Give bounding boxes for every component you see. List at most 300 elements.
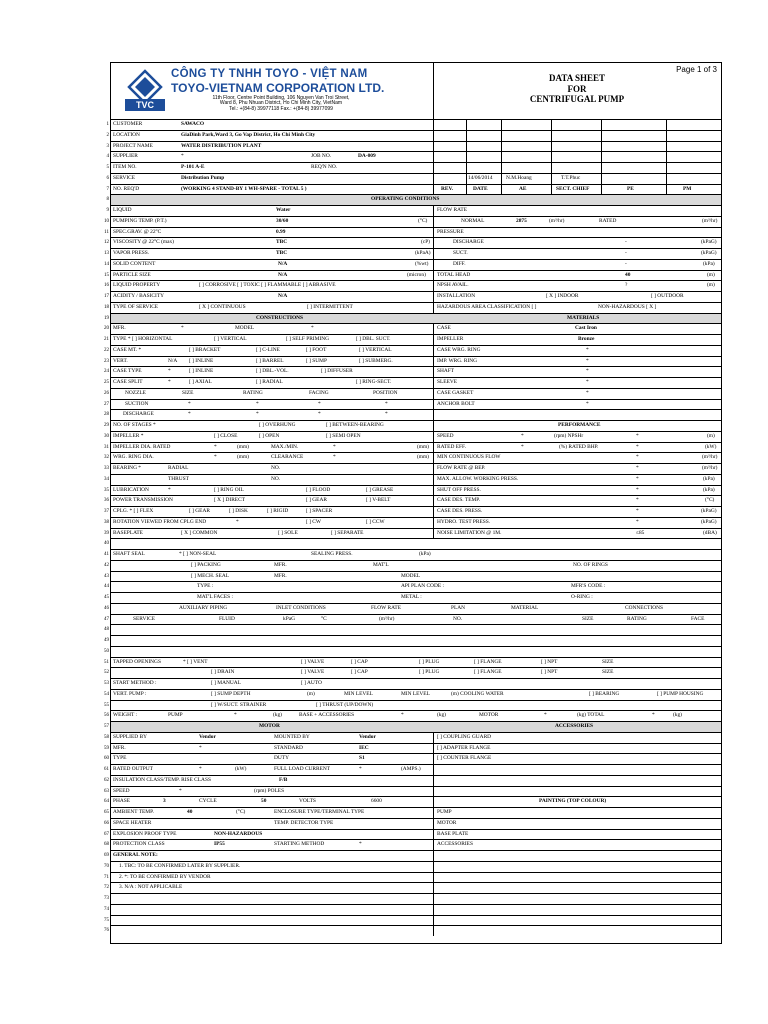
field-text: FLOW RATE [371, 604, 401, 611]
field-text: [ ] DBL.-VOL. [256, 368, 289, 375]
field-text: [ ] CORROSIVE [ ] TOXIC [ ] FLAMMABLE [ ] ABRASIVE [199, 282, 336, 289]
field-text: (AMPS.) [401, 766, 421, 772]
field-text: (m³/hr) [702, 465, 718, 471]
column-divider [433, 271, 434, 281]
field-text: [ ] V-BELT [366, 497, 391, 504]
field-text: * [521, 443, 524, 450]
field-text: BASEPLATE [113, 529, 143, 536]
field-text: RADIAL [168, 465, 189, 471]
field-text: CASE [437, 325, 451, 332]
field-text: [ ] GEAR [189, 508, 210, 514]
form-row [106, 141, 721, 152]
row-number: 33 [104, 466, 109, 471]
form-row [104, 786, 721, 797]
form-row [104, 753, 721, 764]
column-divider [433, 281, 434, 291]
row-number: 53 [104, 681, 109, 686]
field-text: (rpm) NPSHr [554, 432, 584, 439]
row-number: 59 [104, 745, 109, 751]
form-row [104, 291, 721, 302]
field-text: [ ] BETWEEN-BEARING [326, 422, 384, 428]
field-text: N/A [278, 271, 288, 278]
field-text: PROTECTION CLASS [113, 841, 165, 848]
field-text: TBC [276, 239, 288, 246]
column-divider [433, 324, 434, 334]
field-text: SPEED [437, 432, 454, 439]
field-text: [ ] VALVE [301, 669, 325, 676]
field-text: CASE GASKET [437, 389, 474, 396]
column-divider [433, 507, 434, 517]
form-row [104, 216, 721, 227]
field-text: * [168, 379, 171, 385]
field-text: [ ] COUNTER FLANGE [437, 755, 492, 762]
row-number: 27 [104, 401, 109, 407]
row-number: 18 [104, 304, 109, 310]
form-row [104, 431, 721, 442]
field-text: (mm) [237, 454, 249, 461]
field-text: * [586, 379, 589, 385]
field-text: VERT. [113, 357, 128, 364]
row-number: 69 [104, 853, 109, 858]
field-text: F/B [279, 776, 288, 783]
field-text: * [385, 411, 388, 418]
row-number: 15 [104, 272, 109, 278]
form-row [104, 904, 721, 915]
field-text: RATING [627, 615, 647, 622]
field-text: (kPa) [703, 260, 715, 267]
field-text: 40 [625, 271, 631, 278]
field-text: (m³/hr) [702, 454, 718, 461]
column-divider [433, 819, 434, 829]
field-text: AUXILIARY PIPING [179, 604, 228, 611]
field-text: DISCHARGE [453, 239, 484, 246]
field-text: 40 [187, 809, 193, 815]
row-number: 72 [104, 885, 109, 891]
form-row [104, 442, 721, 453]
form-row [104, 581, 721, 592]
form-row [104, 409, 721, 420]
form-row [106, 119, 721, 130]
form-row [104, 323, 721, 334]
form-row [104, 259, 721, 270]
row-number: 61 [104, 767, 109, 772]
form-row [104, 925, 721, 936]
form-row [104, 517, 721, 528]
field-text: (kPa) [419, 551, 431, 557]
field-text: Water [276, 207, 291, 213]
field-text: [ ] PLUG [419, 669, 440, 676]
column-divider [433, 830, 434, 840]
field-text: * [168, 486, 171, 493]
row-number: 70 [104, 863, 109, 869]
column-divider [433, 851, 434, 861]
row-number: 23 [104, 358, 109, 364]
field-text: (mm) [417, 454, 429, 461]
field-text: [ ] SUMP DEPTH [211, 690, 251, 697]
column-divider [433, 883, 434, 893]
field-text: [ ] RING OIL [214, 486, 244, 493]
field-text: (kPaG) [701, 518, 717, 525]
field-text: * [401, 712, 404, 719]
field-text: MAT'L [373, 561, 389, 568]
form-row [104, 915, 721, 926]
form-row [104, 667, 721, 678]
field-text: CASE WRG. RING [437, 346, 481, 353]
field-text: [ ] INTERMITTENT [307, 303, 353, 310]
field-text: [ ] SELF PRIMING [286, 336, 329, 342]
form-row [104, 452, 721, 463]
row-number: 62 [104, 777, 109, 783]
row-number: 67 [104, 831, 109, 837]
row-number: 16 [104, 283, 109, 289]
field-text: 30/60 [276, 217, 289, 224]
field-text: SECT. CHIEF [556, 185, 590, 192]
field-text: [ ] CLOSE [214, 432, 238, 439]
field-text: TYPE OF SERVICE [113, 303, 159, 310]
column-divider [433, 486, 434, 496]
field-text: [ ] FLANGE [474, 669, 502, 676]
form-row [104, 603, 721, 614]
row-number: 3 [106, 143, 109, 149]
row-number: 71 [104, 874, 109, 880]
field-text: MOTOR [479, 712, 499, 719]
field-text: (kg) TOTAL [577, 712, 605, 719]
column-divider [433, 529, 434, 539]
field-text: * [359, 841, 362, 848]
column-divider [433, 292, 434, 302]
column-divider [433, 873, 434, 883]
field-text: - [625, 239, 627, 246]
field-text: [ ] VERTICAL [359, 346, 392, 353]
revision-grid-line [501, 119, 502, 194]
column-divider [433, 389, 434, 399]
row-number: 64 [104, 799, 109, 805]
field-text: (kg) [437, 712, 446, 719]
field-text: (m) [307, 690, 315, 697]
field-text: FACE [691, 615, 705, 622]
field-text: - [625, 250, 627, 256]
field-text: * [636, 486, 639, 493]
field-text: * [188, 400, 191, 407]
field-text: Bronze [578, 336, 595, 342]
column-divider [433, 776, 434, 786]
field-text: TOTAL HEAD [437, 271, 471, 278]
field-text: BASE + ACCESSORIES [299, 712, 355, 719]
field-text: MFR. [274, 572, 287, 579]
field-text: (m) [707, 282, 715, 289]
field-text: SIZE [182, 389, 194, 396]
field-text: ENCLOSURE TYPE/TERMINAL TYPE [274, 809, 365, 815]
field-text: (°C) [418, 217, 428, 224]
form-row [104, 850, 721, 861]
field-text: * [199, 744, 202, 751]
form-row [104, 807, 721, 818]
field-text: [ ] DISK [229, 508, 248, 514]
field-text: (dBA) [703, 529, 717, 536]
field-text: [ ] SEPARATE [331, 529, 364, 536]
field-text: SUPPLIED BY [113, 733, 147, 740]
field-text: RATED EFF. [437, 443, 466, 450]
field-text: 2875 [516, 217, 527, 224]
field-text: * [586, 400, 589, 407]
field-text: 50 [261, 798, 267, 805]
field-text: * [636, 508, 639, 514]
field-text: (kg) [673, 712, 682, 719]
form-row [104, 700, 721, 711]
column-divider [433, 378, 434, 388]
field-text: [ ] DIFFUSER [321, 368, 353, 375]
field-text: CYCLE [199, 798, 217, 805]
field-text: (m) [707, 271, 715, 278]
field-text: RATING [243, 389, 263, 396]
field-text: LIQUID PROPERTY [113, 282, 161, 289]
field-text: TEMP. DETECTOR TYPE [274, 819, 334, 826]
row-number: 73 [104, 896, 109, 901]
field-text: ACCESSORIES [555, 723, 594, 729]
field-text: * [636, 475, 639, 482]
field-text: ? [625, 282, 628, 289]
row-number: 5 [106, 165, 109, 170]
field-text: * [311, 325, 314, 332]
field-text: PERFORMANCE [558, 422, 601, 428]
field-text: S1 [359, 755, 365, 762]
field-text: * [168, 368, 171, 375]
field-text: [ ] CCW [366, 518, 385, 525]
field-text: NO. [271, 465, 281, 471]
field-text: Vendor [199, 733, 216, 740]
form-row [104, 571, 721, 582]
row-number: 34 [104, 476, 109, 482]
form-row [106, 162, 721, 173]
column-divider [433, 733, 434, 743]
revision-grid-line [601, 119, 602, 194]
column-divider [433, 862, 434, 872]
field-text: * [188, 411, 191, 418]
field-text: MAX./MIN. [271, 443, 299, 450]
field-text: [ ] SUMP [306, 357, 327, 364]
field-text: T.T.Phuc [561, 174, 581, 181]
field-text: (%) RATED BHP. [559, 443, 599, 450]
field-text: (micron) [407, 271, 426, 278]
row-number: 37 [104, 509, 109, 514]
field-text: [ ] DBL. SUCT. [356, 336, 391, 342]
row-number: 74 [104, 906, 109, 912]
field-text: DIFF. [453, 260, 466, 267]
field-text: [ ] NPT [541, 658, 558, 665]
field-text: 1. TBC: TO BE CONFIRMED LATER BY SUPPLIER. [119, 862, 241, 869]
field-text: * [636, 454, 639, 461]
row-number: 56 [104, 713, 109, 719]
column-divider [433, 238, 434, 248]
form-row [104, 420, 721, 431]
field-text: CASE TYPE [113, 368, 142, 375]
column-divider [433, 206, 434, 216]
field-text: [ X ] INDOOR [546, 293, 579, 299]
field-text: * [256, 400, 259, 407]
form-row [104, 764, 721, 775]
field-text: CASE DES. TEMP. [437, 497, 481, 504]
field-text: PUMP [437, 809, 452, 815]
column-divider [433, 496, 434, 506]
row-number: 75 [104, 917, 109, 923]
form-row [104, 732, 721, 743]
row-number: 66 [104, 820, 109, 826]
field-text: [ ] CAP [351, 669, 368, 676]
field-text: SLEEVE [437, 379, 458, 385]
field-text: [ ] VALVE [301, 658, 325, 665]
row-number: 31 [104, 444, 109, 450]
field-text: WEIGHT : [113, 712, 138, 719]
field-text: SOLID CONTENT [113, 260, 156, 267]
form-row [104, 506, 721, 517]
row-number: 41 [104, 552, 109, 557]
form-row [104, 829, 721, 840]
field-text: [ ] FOOT [306, 346, 327, 353]
row-number: 20 [104, 326, 109, 332]
field-text: * [181, 153, 184, 160]
field-text: SERVICE [133, 615, 156, 622]
field-text: ANCHOR BOLT [437, 400, 475, 407]
column-divider [433, 400, 434, 410]
page-number: Page 1 of 3 [676, 65, 717, 74]
field-text: LIQUID [113, 207, 132, 213]
field-text: * [179, 787, 182, 794]
field-text: (kPa) [703, 475, 715, 482]
title-line-2: FOR [567, 83, 587, 94]
field-text: ROTATION VIEWED FROM CPLG END [113, 518, 207, 525]
field-text: IP55 [214, 841, 225, 848]
row-number: 12 [104, 240, 109, 246]
form-row [104, 528, 721, 539]
row-number: 28 [104, 412, 109, 418]
field-text: CASE SPLIT [113, 379, 143, 385]
field-text: N/A [278, 293, 288, 299]
field-text: 3. N/A : NOT APPLICABLE [119, 884, 183, 891]
field-text: [ X ] COMMON [181, 529, 218, 536]
field-text: * [636, 497, 639, 504]
row-number: 39 [104, 530, 109, 536]
form-row [104, 280, 721, 291]
field-text: [ ] NPT [541, 669, 558, 676]
field-text: * [ ] VENT [183, 658, 208, 665]
column-divider [433, 475, 434, 485]
field-text: kPaG [283, 615, 295, 622]
field-text: PRESSURE [437, 228, 464, 235]
field-text: * [333, 454, 336, 461]
field-text: FACING [309, 389, 329, 396]
field-text: * [236, 518, 239, 525]
field-text: [ ] CAP [351, 658, 368, 665]
field-text: NOZZLE [125, 389, 146, 396]
form-row [104, 538, 721, 549]
field-text: NORMAL [461, 217, 485, 224]
column-divider [433, 260, 434, 270]
field-text: NON-HAZARDOUS [214, 830, 263, 837]
form-row [104, 775, 721, 786]
field-text: MATERIALS [567, 314, 600, 321]
field-text: SHUT OFF PRESS. [437, 486, 481, 493]
field-text: Distribution Pump [181, 174, 225, 181]
field-text: NPSH AVAIL. [437, 282, 469, 289]
field-text: [ ] COUPLING GUARD [437, 733, 492, 740]
field-text: (m) COOLING WATER [451, 690, 504, 697]
field-text: PE [627, 185, 634, 192]
row-number: 63 [104, 788, 109, 794]
column-divider [433, 840, 434, 850]
field-text: MFR. [113, 325, 126, 332]
field-text: INSULATION CLASS/TEMP. RISE CLASS [113, 776, 211, 783]
field-text: [ ] BEARING [589, 690, 620, 697]
field-text: IMP. WRG. RING [437, 357, 478, 364]
row-number: 38 [104, 519, 109, 525]
field-text: (%wt) [415, 260, 429, 267]
row-number: 57 [104, 724, 109, 729]
column-divider [433, 410, 434, 420]
field-text: (kW) [235, 766, 247, 772]
row-number: 43 [104, 573, 109, 579]
form-row [104, 614, 721, 625]
row-number: 8 [106, 197, 109, 203]
field-text: * [385, 400, 388, 407]
row-number: 32 [104, 455, 109, 461]
column-divider [433, 926, 434, 936]
form-row [104, 689, 721, 700]
field-text: NOISE LIMITATION @ 1M. [437, 529, 502, 536]
form-row [104, 624, 721, 635]
form-row [104, 388, 721, 399]
field-text: SPEC.GRAV. @ 22°C [113, 228, 162, 235]
row-number: 46 [104, 605, 109, 611]
field-text: (rpm) POLES [254, 787, 285, 794]
column-divider [433, 464, 434, 474]
field-text: MOUNTED BY [274, 733, 310, 740]
field-text: (WORKING 4 STAND-BY 1 WH-SPARE - TOTAL 5 ) [181, 185, 307, 192]
form-row [104, 356, 721, 367]
field-text: 6600 [371, 798, 382, 805]
row-number: 24 [104, 369, 109, 375]
field-text: [ X ] DIRECT [214, 497, 245, 504]
field-text: 2. *: TO BE CONFIRMED BY VENDOR [119, 873, 211, 880]
field-text: (mm) [417, 443, 429, 450]
field-text: (kPa) [703, 486, 715, 493]
row-number: 44 [104, 584, 109, 590]
row-number: 50 [104, 648, 109, 654]
field-text: THRUST [168, 475, 189, 482]
title-line-3: CENTRIFUGAL PUMP [529, 94, 625, 104]
row-number: 26 [104, 390, 109, 396]
field-text: (kg) [273, 712, 282, 719]
form-row [104, 646, 721, 657]
field-text: * [636, 432, 639, 439]
data-sheet [104, 62, 722, 944]
field-text: * [318, 400, 321, 407]
field-text: START METHOD : [113, 680, 157, 686]
row-number: 1 [106, 122, 109, 127]
field-text: VERT. PUMP : [113, 690, 147, 697]
form-row [104, 237, 721, 248]
field-text: [ ] OVERHUNG [259, 422, 296, 428]
form-row [104, 743, 721, 754]
field-text: MIN LEVEL [401, 690, 430, 697]
field-text: MOTOR [259, 723, 280, 729]
field-text: AE [519, 185, 527, 192]
form-row [104, 796, 721, 807]
field-text: [ ] PUMP HOUSING [657, 690, 704, 697]
field-text: [ ] AXIAL [189, 379, 212, 385]
field-text: SIZE [602, 669, 614, 676]
row-number: 29 [104, 423, 109, 428]
column-divider [433, 443, 434, 453]
